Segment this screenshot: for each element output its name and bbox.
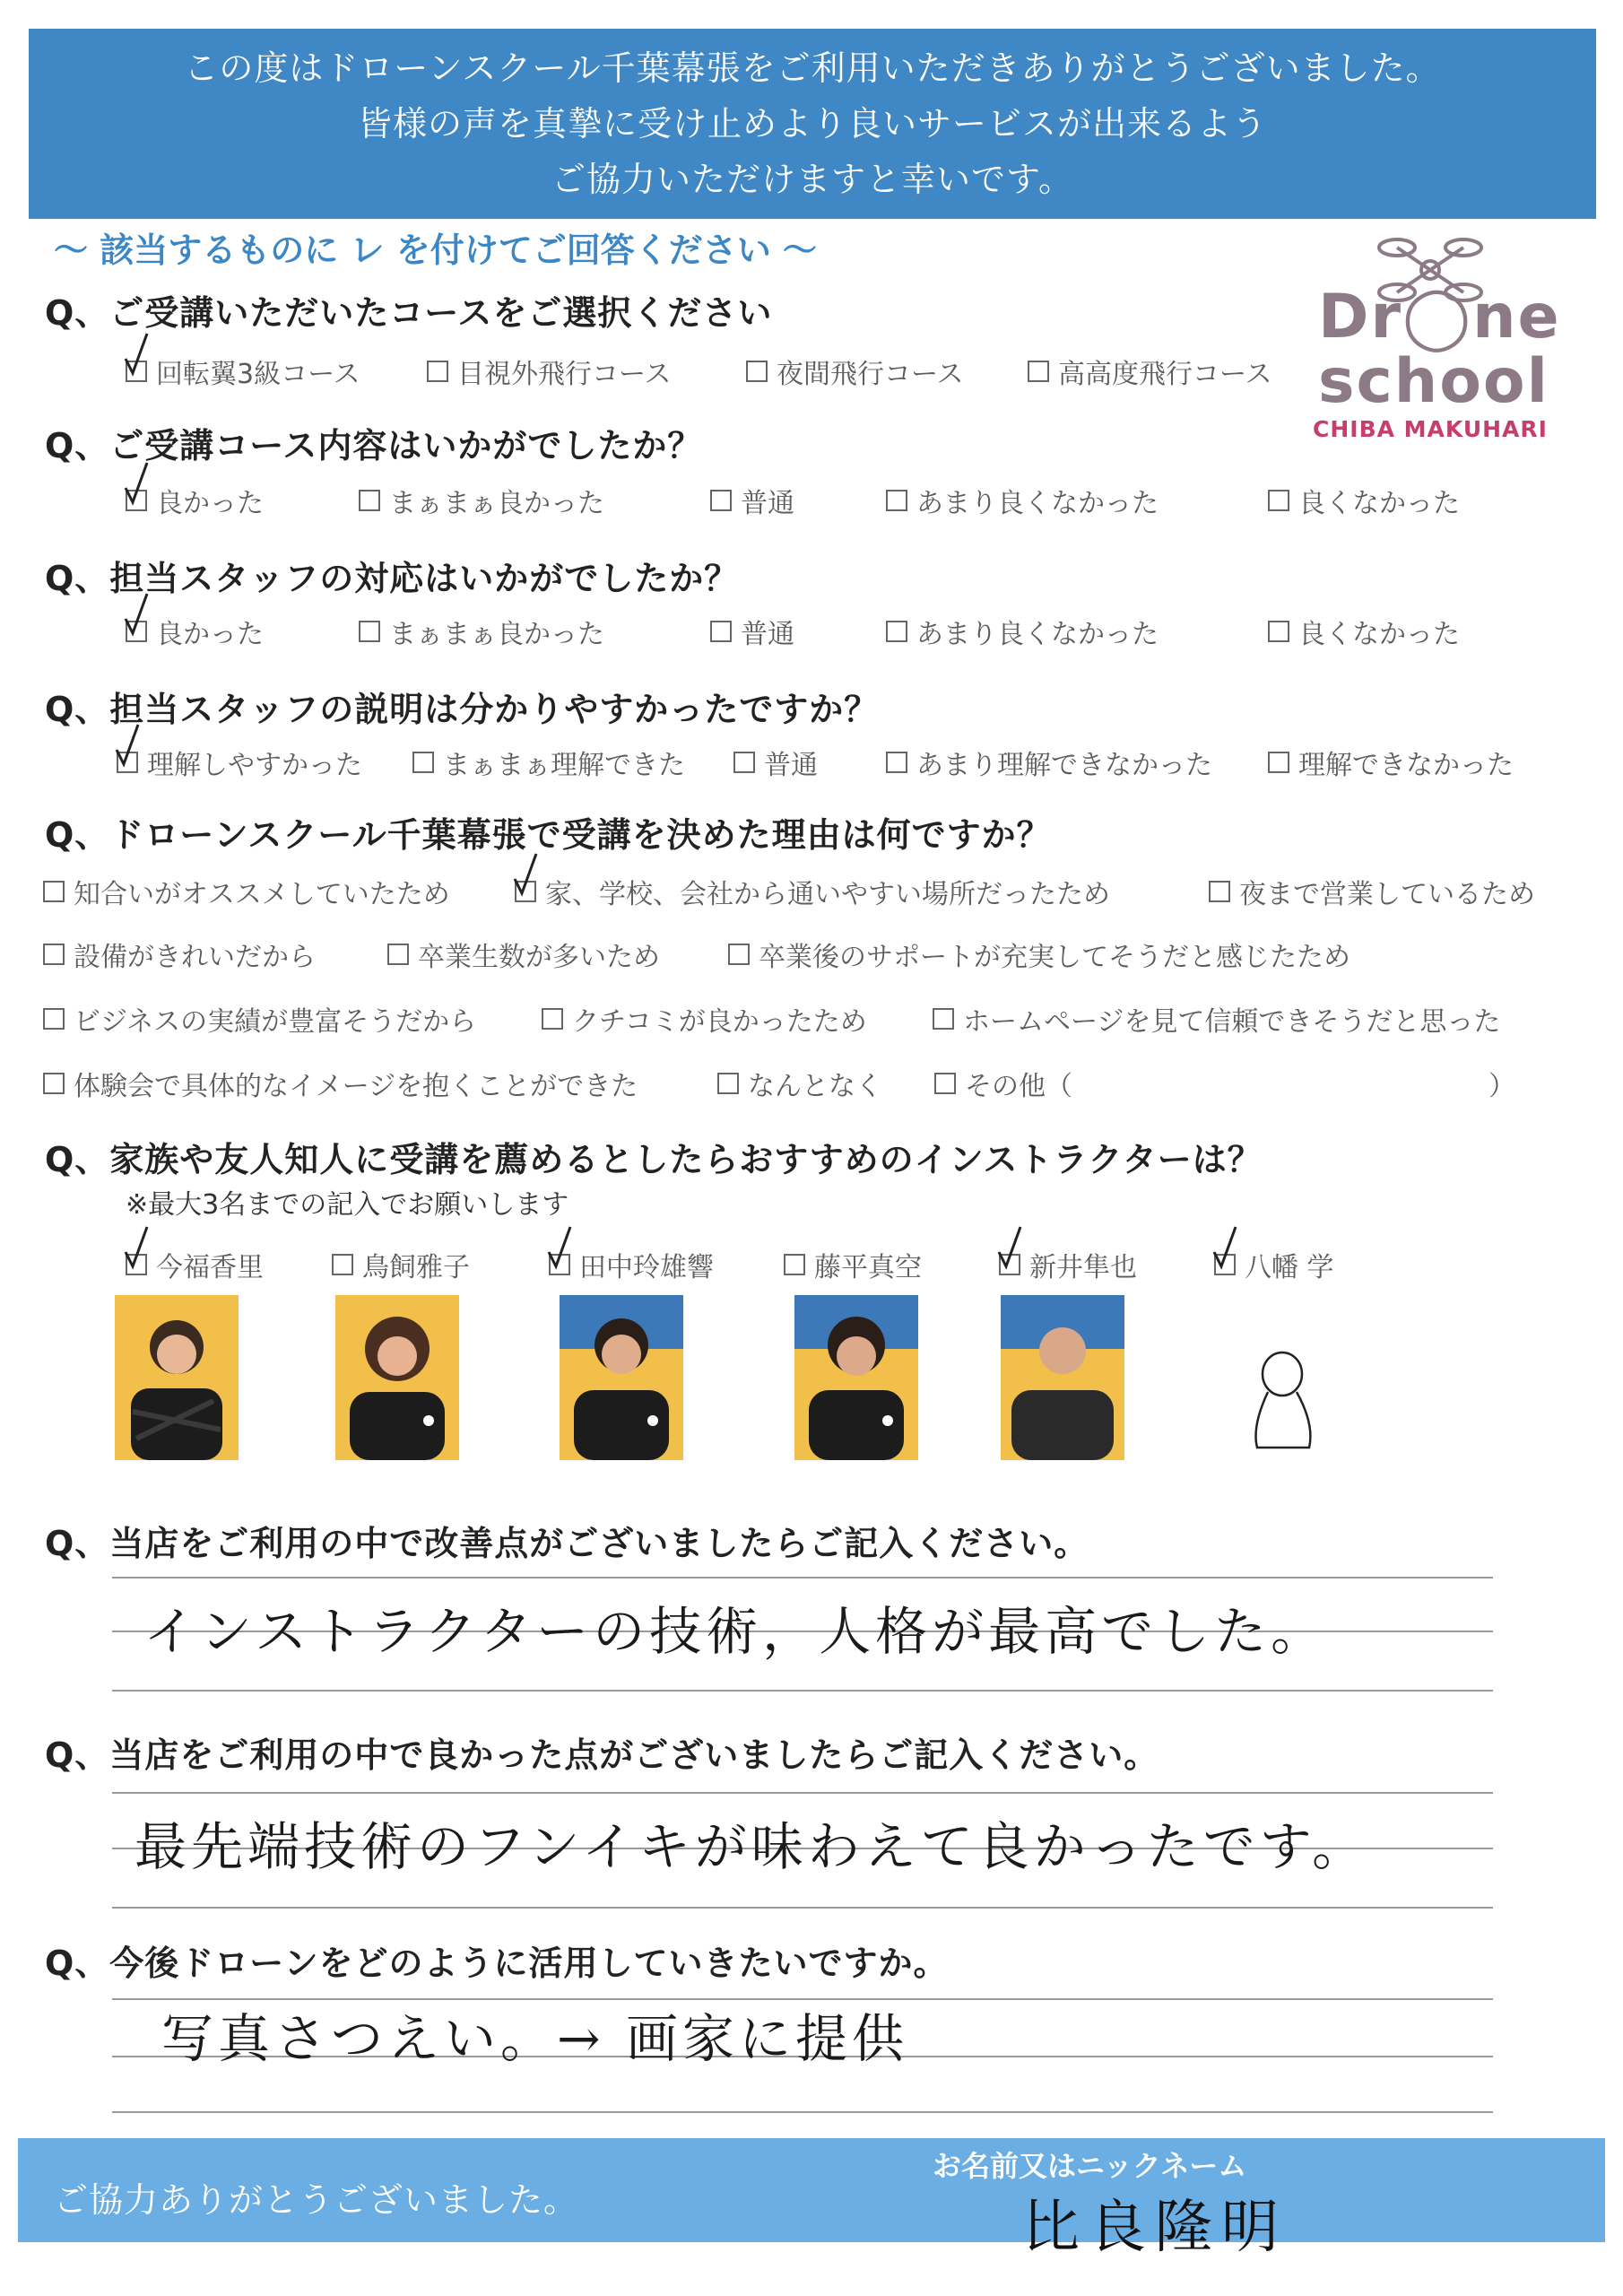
question-staff-explanation: Q、担当スタッフの説明は分かりやすかったですか？ (45, 690, 880, 729)
option-staff-normal[interactable] (710, 612, 794, 651)
checkbox[interactable] (427, 361, 448, 382)
checkbox[interactable] (717, 1073, 739, 1094)
option-label: まぁまぁ理解できた (443, 750, 685, 781)
option-reason-other[interactable] (934, 1064, 1072, 1103)
option-label: 普通 (741, 488, 794, 519)
checkbox[interactable] (515, 881, 536, 902)
checkbox[interactable] (999, 1254, 1020, 1275)
checkbox[interactable] (542, 1008, 563, 1030)
option-content-bad[interactable] (1268, 481, 1460, 520)
option-reason-business-record[interactable] (43, 999, 476, 1039)
option-label: クチコミが良かったため (572, 1006, 867, 1038)
option-reason-clean-facility[interactable] (43, 935, 316, 974)
option-label: なんとなく (748, 1071, 882, 1102)
checkbox[interactable] (1214, 1254, 1236, 1275)
checkbox[interactable] (886, 621, 907, 642)
instructor-photo-yawata-sketch (1246, 1345, 1318, 1457)
header-line-3: ご協力いただけますと幸いです。 (551, 160, 1073, 199)
instructor-name: 今福香里 (156, 1252, 264, 1283)
option-staff-bad[interactable] (1268, 612, 1460, 651)
name-field[interactable]: 比良隆明 (1022, 2195, 1288, 2261)
answer-rule (112, 1907, 1493, 1909)
checkbox[interactable] (332, 1254, 353, 1275)
option-course-high-altitude[interactable] (1028, 352, 1272, 391)
checkbox[interactable] (549, 1254, 570, 1275)
option-label: 夜間飛行コース (777, 359, 964, 390)
option-label: 良くなかった (1298, 619, 1460, 650)
option-label: 卒業後のサポートが充実してそうだと感じたため (759, 942, 1350, 973)
check-mark-icon (513, 852, 540, 899)
check-mark-icon (547, 1225, 574, 1272)
option-label: 設備がきれいだから (74, 942, 316, 973)
logo-line-1: Dr◯ne (1318, 282, 1561, 352)
check-mark-icon (124, 461, 151, 508)
instructor-option-fujihira[interactable] (784, 1245, 922, 1284)
question-recommend-instructor: Q、家族や友人知人に受講を薦めるとしたらおすすめのインストラクターは？ (45, 1140, 1263, 1179)
question-course: Q、ご受講いただいたコースをご選択ください (45, 293, 773, 333)
option-content-normal[interactable] (710, 481, 794, 520)
option-course-night[interactable] (746, 352, 964, 391)
option-label: 家、学校、会社から通いやすい場所だったため (545, 879, 1110, 910)
question-reason: Q、ドローンスクール千葉幕張で受講を決めた理由は何ですか？ (45, 815, 1052, 855)
answer-rule (112, 1577, 1493, 1578)
answer-future-use[interactable]: 写真さつえい。→ 画家に提供 (161, 2008, 909, 2069)
question-improvement: Q、当店をご利用の中で改善点がございましたらご記入ください。 (45, 1524, 1089, 1563)
option-explain-easy[interactable] (117, 743, 362, 782)
option-label: 夜まで営業しているため (1239, 879, 1535, 910)
instructor-photo-torikai (335, 1295, 459, 1460)
option-label: ホームページを見て信頼できそうだと思った (963, 1006, 1501, 1038)
option-content-not-so-good[interactable] (886, 481, 1159, 520)
option-reason-many-graduates[interactable] (387, 935, 660, 974)
option-staff-good[interactable] (126, 612, 264, 651)
instructor-name: 八幡 学 (1245, 1252, 1334, 1283)
checkbox[interactable] (43, 1008, 65, 1030)
option-label: あまり理解できなかった (916, 750, 1212, 781)
checkbox[interactable] (934, 1073, 956, 1094)
answer-good-points[interactable]: 最先端技術のフンイキが味わえて良かったです。 (135, 1816, 1369, 1877)
option-reason-support[interactable] (728, 935, 1350, 974)
name-label: お名前又はニックネーム (933, 2149, 1247, 2183)
drone-school-logo (1291, 230, 1560, 454)
option-label: 良くなかった (1298, 488, 1460, 519)
option-label: 良かった (156, 619, 264, 650)
checkbox[interactable] (117, 752, 138, 773)
option-label: 良かった (156, 488, 264, 519)
answer-rule (112, 1792, 1493, 1794)
option-reason-trial-session[interactable] (43, 1064, 638, 1103)
option-label: あまり良くなかった (916, 619, 1159, 650)
instructor-name: 藤平真空 (814, 1252, 922, 1283)
option-label: まぁまぁ良かった (389, 488, 604, 519)
instructor-note: ※最大3名までの記入でお願いします (126, 1189, 569, 1221)
checkbox[interactable] (126, 490, 147, 511)
option-label: 普通 (741, 619, 794, 650)
instructor-name: 新井隼也 (1029, 1252, 1137, 1283)
checkbox[interactable] (43, 881, 65, 902)
option-course-3kyu[interactable] (126, 352, 360, 391)
checkbox[interactable] (412, 752, 434, 773)
footer-banner (18, 2138, 1605, 2261)
checkbox[interactable] (126, 361, 147, 382)
checkbox[interactable] (126, 621, 147, 642)
checkbox[interactable] (1268, 621, 1289, 642)
option-content-fair[interactable] (359, 481, 604, 520)
checkbox[interactable] (1268, 490, 1289, 511)
checkbox[interactable] (710, 621, 732, 642)
checkbox[interactable] (43, 944, 65, 965)
instructor-name: 鳥飼雅子 (362, 1252, 470, 1283)
logo-subtitle: CHIBA MAKUHARI (1313, 416, 1548, 442)
checkbox[interactable] (359, 490, 380, 511)
option-reason-somehow[interactable] (717, 1064, 882, 1103)
checkbox[interactable] (784, 1254, 805, 1275)
header-line-2: 皆様の声を真摯に受け止めより良いサービスが出来るよう (357, 104, 1267, 144)
option-label: 普通 (764, 750, 818, 781)
option-label: 体験会で具体的なイメージを抱くことができた (74, 1071, 638, 1102)
checkbox[interactable] (1268, 752, 1289, 773)
check-mark-icon (124, 1225, 151, 1272)
instructor-option-yawata[interactable] (1214, 1245, 1334, 1284)
option-label: その他（ (965, 1071, 1072, 1102)
checkbox[interactable] (746, 361, 768, 382)
checkbox[interactable] (933, 1008, 954, 1030)
option-label: ビジネスの実績が豊富そうだから (74, 1006, 477, 1038)
check-mark-icon (997, 1225, 1024, 1272)
checkbox[interactable] (886, 490, 907, 511)
option-reason-recommended[interactable] (43, 872, 450, 911)
footer-thanks: ご協力ありがとうございました。 (54, 2180, 579, 2220)
checkbox[interactable] (126, 1254, 147, 1275)
checkbox[interactable] (728, 944, 750, 965)
question-course-content: Q、ご受講コース内容はいかがでしたか？ (45, 426, 703, 465)
checkbox[interactable] (43, 1073, 65, 1094)
option-course-bvlos[interactable] (427, 352, 672, 391)
instructor-photo-arai (1001, 1295, 1124, 1460)
option-explain-normal[interactable] (733, 743, 818, 782)
checkbox[interactable] (710, 490, 732, 511)
instructor-option-imafuku[interactable] (126, 1245, 264, 1284)
instructor-option-torikai[interactable] (332, 1245, 470, 1284)
checkbox[interactable] (886, 752, 907, 773)
instructor-name: 田中玲雄響 (579, 1252, 714, 1283)
other-close-paren: ） (1488, 1071, 1515, 1102)
option-label: 目視外飛行コース (457, 359, 672, 390)
checkbox[interactable] (733, 752, 755, 773)
option-staff-not-so-good[interactable] (886, 612, 1159, 651)
option-label: 理解できなかった (1298, 750, 1514, 781)
option-label: あまり良くなかった (916, 488, 1159, 519)
answer-rule (112, 1690, 1493, 1692)
instructor-option-tanaka[interactable] (549, 1245, 714, 1284)
answer-rule (112, 2111, 1493, 2113)
checkbox[interactable] (359, 621, 380, 642)
option-label: 卒業生数が多いため (418, 942, 660, 973)
option-reason-convenient-location[interactable] (515, 872, 1110, 911)
option-content-good[interactable] (126, 481, 264, 520)
option-label: 高高度飛行コース (1058, 359, 1272, 390)
option-staff-fair[interactable] (359, 612, 604, 651)
checkbox[interactable] (1209, 881, 1230, 902)
option-label: 知合いがオススメしていたため (74, 879, 450, 910)
instructor-photo-imafuku (115, 1295, 239, 1460)
option-reason-open-late[interactable] (1209, 872, 1535, 911)
option-label: まぁまぁ良かった (389, 619, 604, 650)
option-label: 理解しやすかった (147, 750, 362, 781)
header-banner (29, 29, 1596, 219)
question-staff-response: Q、担当スタッフの対応はいかがでしたか？ (45, 559, 740, 598)
checkbox[interactable] (1028, 361, 1049, 382)
option-explain-hard[interactable] (1268, 743, 1514, 782)
option-explain-not-easy[interactable] (886, 743, 1212, 782)
checkbox[interactable] (387, 944, 409, 965)
header-line-1: この度はドローンスクール千葉幕張をご利用いただきありがとうございました。 (184, 48, 1441, 88)
option-label: 回転翼3級コース (156, 359, 360, 390)
instructor-option-arai[interactable] (999, 1245, 1137, 1284)
instructor-photo-tanaka (560, 1295, 683, 1460)
logo-line-2: school (1318, 346, 1549, 417)
answer-improvement[interactable]: インストラクターの技術，人格が最高でした。 (143, 1601, 1328, 1662)
check-mark-icon (1212, 1225, 1239, 1272)
question-future-use: Q、今後ドローンをどのように活用していきたいですか。 (45, 1944, 949, 1983)
option-explain-fair[interactable] (412, 743, 685, 782)
option-reason-reviews[interactable] (542, 999, 867, 1039)
instruction-text: ～ 該当するものに レ を付けてご回答ください ～ (54, 230, 817, 270)
check-mark-icon (124, 332, 151, 378)
instructor-photo-fujihira (794, 1295, 918, 1460)
option-reason-homepage[interactable] (933, 999, 1500, 1039)
question-good-points: Q、当店をご利用の中で良かった点がございましたらご記入ください。 (45, 1735, 1159, 1775)
